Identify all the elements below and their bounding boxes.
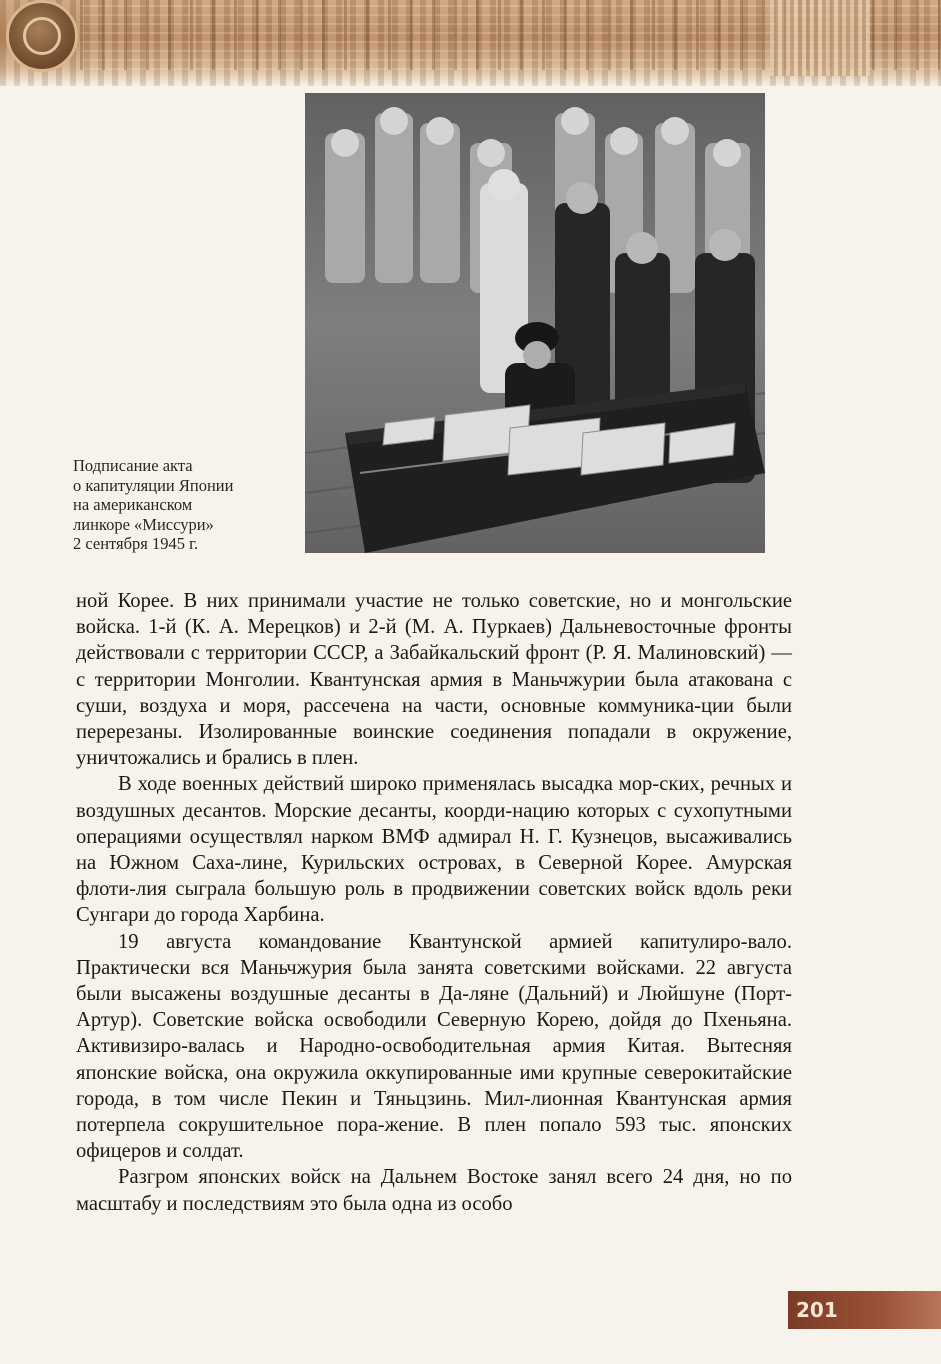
caption-line: о капитуляции Японии xyxy=(73,475,234,495)
page-number: 201 xyxy=(796,1298,838,1322)
caption-line: линкоре «Миссури» xyxy=(73,514,214,534)
photo-illustration xyxy=(305,93,765,553)
photo-caption xyxy=(73,456,298,554)
tower-icon xyxy=(770,0,870,76)
caption-line: на американском xyxy=(73,495,193,514)
paragraph: В ходе военных действий широко применялась высадка мор-ских, речных и воздушных десантов. Морские десанты, коорди-нацию которых с сухопутными операциями осуществлял нарком ВМФ адмирал Н. Г. Кузнецов, высаживались на Южном Саха-лине, Курильских островах, в Северной Корее. Амурская флоти-лия сыграла большую роль в продвижении советских войск вдоль реки Сунгари до города Харбина. xyxy=(76,773,792,927)
surrender-signing-photo xyxy=(305,93,765,553)
caption-line: Подписание акта xyxy=(73,456,193,475)
main-text xyxy=(76,588,792,1217)
decorative-header-band xyxy=(0,0,941,86)
caption-line: 2 сентября 1945 г. xyxy=(73,534,199,553)
emblem-icon xyxy=(6,0,78,72)
paragraph: Разгром японских войск на Дальнем Востоке занял всего 24 дня, но по масштабу и последствиям это была одна из особо xyxy=(76,1166,792,1215)
paragraph: ной Корее. В них принимали участие не только советские, но и монгольские войска. 1-й (К. А. Мерецков) и 2-й (М. А. Пуркаев) Дальневосточные фронты действовали с территории СССР, а Забайкальский фронт (Р. Я. Малиновский) — с территории Монголии. Квантунская армия в Маньчжурии была атакована с суши, воздуха и моря, рассечена на части, основные коммуника-ции были перерезаны. Изолированные воинские соединения попадали в окружение, уничтожались и брались в плен. xyxy=(76,590,792,770)
paragraph: 19 августа командование Квантунской армией капитулиро-вало. Практически вся Маньчжурия была занята советскими войсками. 22 августа были высажены воздушные десанты в Да-ляне (Дальний) и Люйшуне (Порт-Артур). Советские войска освободили Северную Корею, дойдя до Пхеньяна. Активизиро-валась и Народно-освободительная армия Китая. Вытесняя японские войска, она окружила оккупированные ими крупные северокитайские города, в том числе Пекин и Тяньцзинь. Мил-лионная Квантунская армия потерпела сокрушительное пора-жение. В плен попало 593 тыс. японских офицеров и солдат. xyxy=(76,930,792,1163)
